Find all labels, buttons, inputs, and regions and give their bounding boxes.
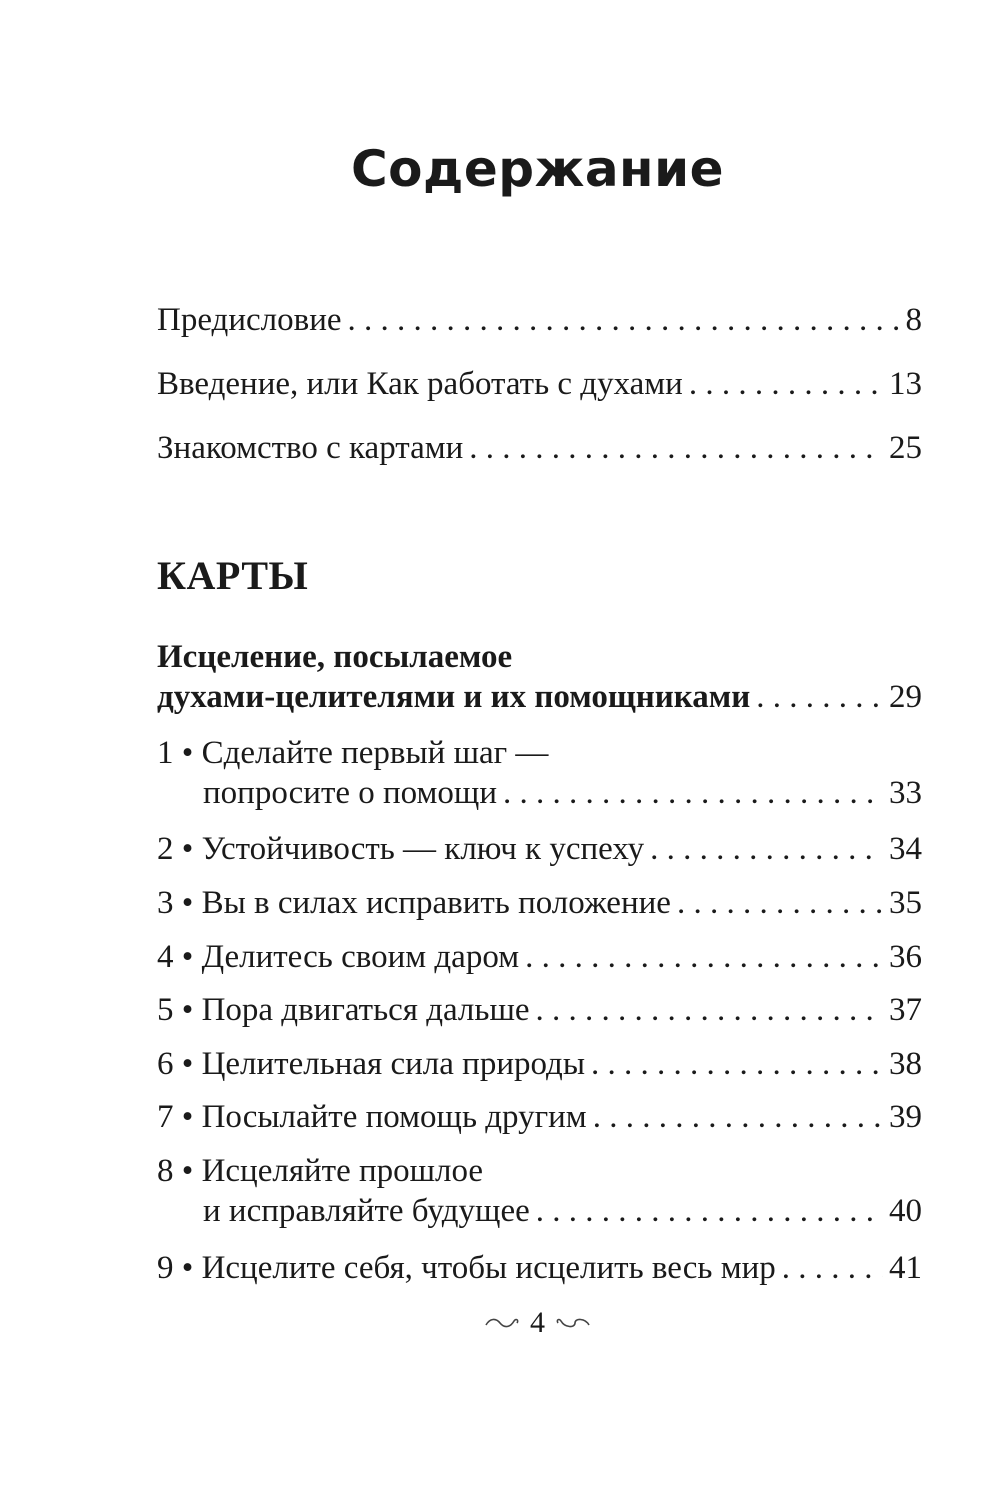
card-number: 7 • — [157, 1099, 194, 1135]
toc-leader-dots — [593, 1097, 883, 1137]
card-number: 8 • — [157, 1153, 194, 1189]
toc-entry-label: Введение, или Как работать с духами — [157, 366, 683, 402]
toc-leader-dots — [591, 1044, 883, 1084]
toc-card-entry[interactable] — [157, 1044, 922, 1084]
toc-entry[interactable] — [157, 364, 922, 404]
card-page: 37 — [889, 992, 922, 1028]
card-number: 5 • — [157, 992, 194, 1028]
card-page: 33 — [889, 775, 922, 811]
swash-right-icon — [555, 1316, 591, 1330]
toc-card-entry[interactable] — [157, 1151, 922, 1231]
toc-leader-dots — [525, 937, 883, 977]
card-title-line2: и исправляйте будущее — [203, 1193, 530, 1229]
toc-card-entry[interactable] — [157, 829, 922, 869]
toc-leader-dots — [650, 829, 883, 869]
card-title-line1: Исцеляйте прошлое — [201, 1153, 484, 1189]
toc-leader-dots — [782, 1248, 883, 1288]
card-number: 4 • — [157, 939, 194, 975]
card-number: 2 • — [157, 831, 194, 867]
section-heading: КАРТЫ — [157, 553, 309, 598]
toc-entry[interactable] — [157, 300, 922, 340]
toc-group-row — [157, 677, 922, 717]
toc-group-page: 29 — [889, 679, 922, 715]
toc-card-entry[interactable] — [157, 937, 922, 977]
toc-entry-page: 8 — [905, 302, 922, 338]
toc-card-entry[interactable] — [157, 883, 922, 923]
card-title: Целительная сила природы — [201, 1046, 585, 1082]
toc-leader-dots — [348, 300, 900, 340]
swash-left-icon — [484, 1316, 520, 1330]
toc-front — [157, 300, 922, 340]
card-title: Пора двигаться дальше — [201, 992, 530, 1028]
card-title-line1: Сделайте первый шаг — — [201, 735, 549, 771]
card-number: 9 • — [157, 1250, 194, 1286]
toc-group-line2: духами-целителями и их помощниками — [157, 679, 751, 715]
toc-leader-dots — [689, 364, 883, 404]
toc-group[interactable] — [157, 637, 922, 717]
card-page: 38 — [889, 1046, 922, 1082]
card-number: 6 • — [157, 1046, 194, 1082]
card-page: 34 — [889, 831, 922, 867]
toc-front — [157, 364, 922, 404]
card-title: Вы в силах исправить положение — [201, 885, 671, 921]
card-title: Посылайте помощь другим — [201, 1099, 587, 1135]
toc-entry-label: Знакомство с картами — [157, 430, 464, 466]
card-page: 35 — [889, 885, 922, 921]
toc-card-entry[interactable] — [157, 1248, 922, 1288]
page-title: Содержание — [350, 140, 725, 198]
card-page: 39 — [889, 1099, 922, 1135]
toc-group-line1: Исцеление, посылаемое — [157, 639, 513, 675]
toc-leader-dots — [677, 883, 883, 923]
card-page: 41 — [889, 1250, 922, 1286]
card-title: Делитесь своим даром — [201, 939, 520, 975]
page-footer — [0, 1306, 1000, 1340]
toc-entry-label: Предисловие — [157, 302, 342, 338]
toc-card-entry[interactable] — [157, 1097, 922, 1137]
card-title-line2: попросите о помощи — [203, 775, 498, 811]
card-title: Устойчивость — ключ к успеху — [201, 831, 645, 867]
card-page: 36 — [889, 939, 922, 975]
toc-entry[interactable] — [157, 428, 922, 468]
toc-leader-dots — [536, 990, 884, 1030]
toc-card-row — [157, 773, 922, 813]
toc-leader-dots — [536, 1191, 883, 1231]
card-number: 1 • — [157, 735, 194, 771]
toc-front — [157, 428, 922, 468]
toc-leader-dots — [756, 677, 883, 717]
toc-leader-dots — [469, 428, 883, 468]
page-number: 4 — [530, 1306, 545, 1339]
toc-card-row — [157, 1191, 922, 1231]
toc-entry-page: 25 — [889, 430, 922, 466]
toc-entry-page: 13 — [889, 366, 922, 402]
toc-card-entry[interactable] — [157, 733, 922, 813]
toc-card-entry[interactable] — [157, 990, 922, 1030]
card-page: 40 — [889, 1193, 922, 1229]
toc-leader-dots — [503, 773, 883, 813]
card-number: 3 • — [157, 885, 194, 921]
card-title: Исцелите себя, чтобы исцелить весь мир — [201, 1250, 776, 1286]
